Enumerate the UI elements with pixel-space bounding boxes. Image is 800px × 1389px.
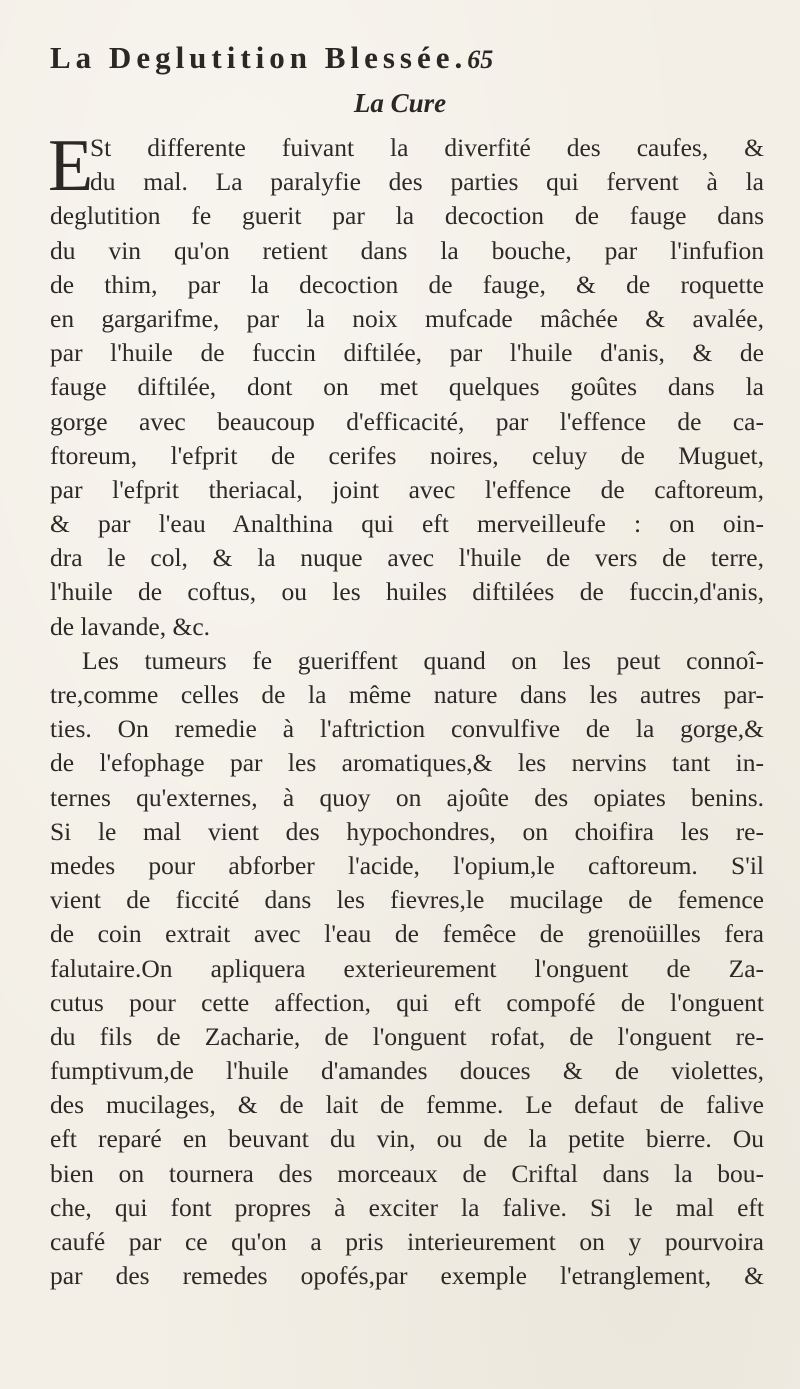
text-line: de lavande, &c. [50, 611, 211, 641]
page-number: 65 [467, 45, 494, 74]
text-line: fauge diftilée, dont on met quelques goûtes dans la [50, 372, 764, 402]
text-line: dra le col, & la nuque avec l'huile de vers de terre, [50, 543, 764, 573]
text-line: ftoreum, l'efprit de cerifes noires, celuy de Muguet, [50, 440, 764, 470]
drop-cap: E [48, 125, 94, 207]
text-line: St differente fuivant la diverfité des caufes, & [90, 133, 764, 162]
text-line: eft reparé en beuvant du vin, ou de la petite bierre. Ou [50, 1124, 764, 1154]
text-line: du mal. La paralyfie des parties qui fervent à la [90, 167, 764, 197]
text-line: caufé par ce qu'on a pris interieurement on y pourvoira [50, 1227, 764, 1256]
text-line: de thim, par la decoction de fauge, & de roquette [50, 269, 764, 299]
text-line: des mucilages, & de lait de femme. Le defaut de falive [50, 1090, 764, 1120]
text-line: de l'efophage par les aromatiques,& les nervins tant in- [50, 748, 764, 778]
text-line: par des remedes opofés,par exemple l'etranglement, & [50, 1261, 764, 1291]
text-line: ties. On remedie à l'aftriction convulfive de la gorge,& [50, 714, 764, 744]
section-title: La Cure [353, 88, 447, 118]
text-line: en gargarifme, par la noix mufcade mâchée & avalée, [50, 303, 764, 333]
text-line: medes pour abforber l'acide, l'opium,le caftoreum. S'il [50, 850, 764, 880]
text-line: Les tumeurs fe gueriffent quand on les peut connoî- [82, 645, 764, 675]
text-line: fumptivum,de l'huile d'amandes douces & de violettes, [50, 1056, 764, 1086]
text-line: ternes qu'externes, à quoy on ajoûte des opiates benins. [50, 782, 764, 812]
text-line: du fils de Zacharie, de l'onguent rofat, de l'onguent re- [50, 1021, 764, 1051]
text-line: deglutition fe guerit par la decoction de fauge dans [50, 201, 764, 231]
running-head [50, 40, 750, 86]
text-line: l'huile de coftus, ou les huiles diftilées de fuccin,d'anis, [50, 577, 764, 607]
text-line: du vin qu'on retient dans la bouche, par l'infufion [50, 235, 764, 265]
text-line: che, qui font propres à exciter la falive. Si le mal eft [50, 1192, 764, 1222]
text-line: de coin extrait avec l'eau de femêce de grenoüilles fera [50, 919, 764, 949]
text-line: tre,comme celles de la même nature dans les autres par- [50, 680, 764, 709]
text-line: par l'efprit theriacal, joint avec l'effence de caftoreum, [50, 474, 764, 504]
text-line: cutus pour cette affection, qui eft compofé de l'onguent [50, 987, 764, 1017]
running-title: La Deglutition Blessée. [50, 40, 468, 75]
text-line: falutaire.On apliquera exterieurement l'onguent de Za- [50, 953, 764, 983]
text-line: par l'huile de fuccin diftilée, par l'huile d'anis, & de [50, 338, 764, 368]
text-line: bien on tournera des morceaux de Criftal dans la bou- [50, 1158, 764, 1188]
text-line: Si le mal vient des hypochondres, on choifira les re- [50, 816, 764, 846]
text-line: & par l'eau Analthina qui eft merveilleufe : on oin- [50, 509, 764, 539]
text-line: gorge avec beaucoup d'efficacité, par l'effence de ca- [50, 406, 764, 436]
text-line: vient de ficcité dans les fievres,le mucilage de femence [50, 885, 764, 915]
body-text [48, 125, 764, 1293]
